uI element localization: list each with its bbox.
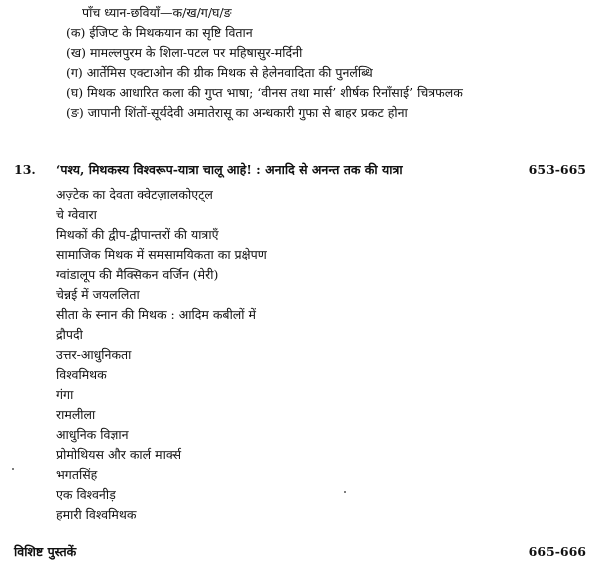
- scan-speck: [344, 491, 346, 493]
- section13-pages: 653-665: [528, 162, 586, 177]
- section13-item: भगतसिंह: [56, 467, 98, 482]
- section12-title: पाँच ध्यान-छवियाँ—क/ख/ग/घ/ङ: [82, 5, 232, 20]
- section13-item: अज़्टेक का देवता क्वेटज़ालकोएट्ल: [56, 187, 213, 202]
- section13-item: विश्वमिथक: [56, 367, 107, 382]
- section13-heading: ‘पश्य, मिथकस्य विश्वरूप-यात्रा चालू आहे! : अनादि से अनन्त तक की यात्रा: [56, 162, 403, 177]
- section13-item: चेन्नई में जयललिता: [56, 287, 140, 302]
- bibliography-label: विशिष्ट पुस्तकें: [14, 544, 77, 559]
- section13-item: ग्वांडालूप की मैक्सिकन वर्जिन (मेरी): [56, 267, 219, 282]
- section13-item: हमारी विश्वमिथक: [56, 507, 137, 522]
- section13-item: सीता के स्नान की मिथक : आदिम कबीलों में: [56, 307, 256, 322]
- section13-number: 13.: [14, 162, 36, 177]
- section13-item: आधुनिक विज्ञान: [56, 427, 129, 442]
- scan-speck: [12, 468, 14, 470]
- section13-item: गंगा: [56, 387, 74, 402]
- section13-item: मिथकों की द्वीप-द्वीपान्तरों की यात्राएँ: [56, 227, 219, 242]
- section12-item: (ख) मामल्लपुरम के शिला-पटल पर महिषासुर-मर्दिनी: [66, 45, 303, 60]
- section12-item: (ग) आर्तेमिस एक्टाओन की ग्रीक मिथक से हेलेनवादिता की पुनर्लब्धि: [66, 65, 373, 80]
- section12-item: (क) ईजिप्ट के मिथकयान का सृष्टि वितान: [66, 25, 253, 40]
- section12-item: (घ) मिथक आधारित कला की गुप्त भाषा; ‘वीनस तथा मार्स’ शीर्षक रिनाँसाई’ चित्रफलक: [66, 85, 463, 100]
- section13-item: एक विश्वनीड़: [56, 487, 116, 502]
- section12-item: (ङ) जापानी शिंतों-सूर्यदेवी अमातेरासू का अन्धकारी गुफा से बाहर प्रकट होना: [66, 105, 408, 120]
- section13-item: द्रौपदी: [56, 327, 83, 342]
- section13-item: उत्तर-आधुनिकता: [56, 347, 132, 362]
- bibliography-pages: 665-666: [528, 544, 586, 559]
- section13-item: चे ग्वेवारा: [56, 207, 97, 222]
- section13-item: रामलीला: [56, 407, 96, 422]
- section13-item: सामाजिक मिथक में समसामयिकता का प्रक्षेपण: [56, 247, 267, 262]
- section13-item: प्रोमोथियस और कार्ल मार्क्स: [56, 447, 182, 462]
